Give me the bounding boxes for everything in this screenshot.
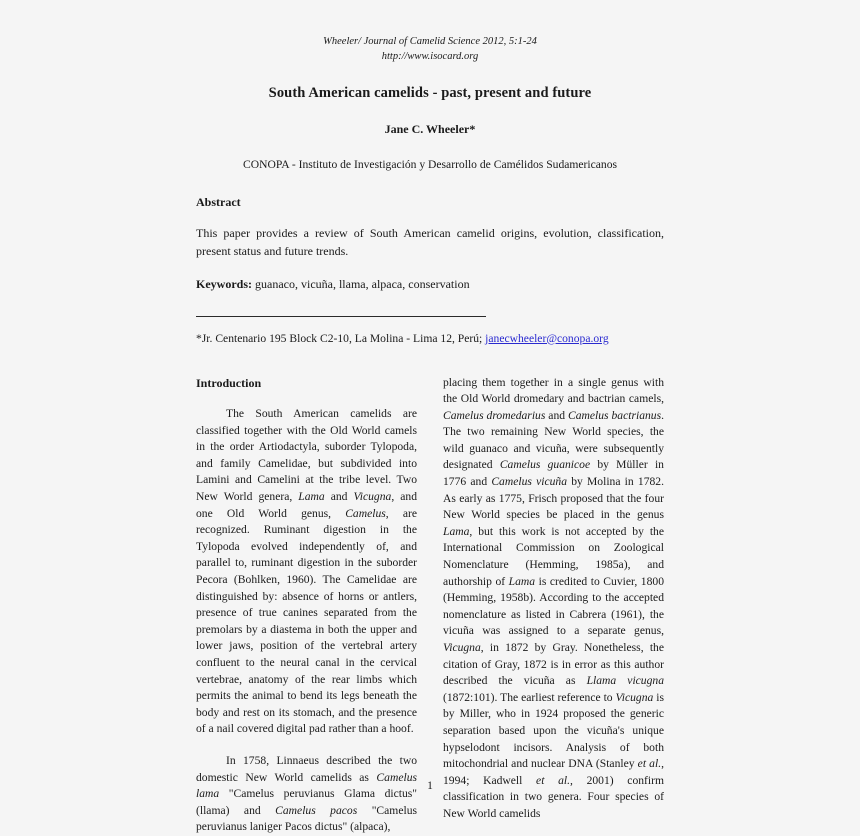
text-run: The South American camelids are classified together with the Old World camels in the order Artiodactyla, suborder Tylopoda, and family Camelidae, but subdivided into Lamini and Camelini at the tribe level. Two New World genera, bbox=[196, 407, 417, 504]
taxon-lama: Lama bbox=[298, 490, 325, 504]
abstract-body: This paper provides a review of South American camelid origins, evolution, classification, present status and future trends. bbox=[196, 226, 664, 258]
keywords-value: guanaco, vicuña, llama, alpaca, conservation bbox=[255, 277, 470, 291]
page-number: 1 bbox=[427, 780, 433, 792]
text-run: by Müller in 1776 and bbox=[443, 458, 664, 489]
taxon-camelus-guanicoe: Camelus guanicoe bbox=[499, 458, 591, 472]
journal-running-head bbox=[196, 34, 664, 64]
left-paragraph-2 bbox=[196, 753, 417, 836]
text-run: , but this work is not accepted by the International Commission on Zoological Nomenclature (Hemming, 1985a), and authorship of bbox=[443, 524, 664, 588]
abstract-heading: Abstract bbox=[196, 195, 241, 209]
footnote-email-link[interactable]: janecwheeler@conopa.org bbox=[485, 331, 609, 345]
taxon-lama: Lama bbox=[508, 574, 536, 588]
text-run: "Camelus peruvianus Glama dictus" (llama) and bbox=[196, 787, 417, 817]
taxon-vicugna: Vicugna bbox=[353, 490, 392, 504]
text-run: In 1758, Linnaeus described the two domestic New World camelids as bbox=[196, 753, 417, 784]
introduction-heading: Introduction bbox=[196, 375, 262, 390]
body-columns bbox=[196, 375, 664, 836]
page-title: South American camelids - past, present and future bbox=[268, 85, 592, 101]
text-run: 2001) confirm classification in two genera. Four species of New World camelids bbox=[443, 773, 665, 820]
taxon-lama: Lama bbox=[443, 524, 470, 538]
left-paragraph-1 bbox=[196, 406, 417, 738]
text-run: , 1994; Kadwell bbox=[443, 757, 664, 787]
keywords-line bbox=[196, 276, 664, 294]
text-run: , and one Old World genus, bbox=[196, 490, 417, 520]
journal-citation-line: Wheeler/ Journal of Camelid Science 2012, 5:1-24 bbox=[323, 36, 537, 47]
text-run: is by Miller, who in 1924 proposed the generic separation based upon the vicuña's unique hypselodont incisors. Analysis of both mitochondrial and nuclear DNA (Stanley bbox=[443, 690, 665, 771]
taxon-camelus-dromedarius: Camelus dromedarius bbox=[443, 408, 546, 422]
right-paragraph-1 bbox=[443, 375, 664, 823]
taxon-camelus-bactrianus: Camelus bactrianus bbox=[567, 408, 662, 422]
taxon-camelus-vicuna: Camelus vicuña bbox=[491, 475, 568, 489]
text-run: and bbox=[545, 408, 568, 422]
text-run: and bbox=[324, 490, 354, 504]
text-run: , in 1872 by Gray. Nonetheless, the citation of Gray, 1872 is in error as this author described the vicuña as bbox=[443, 641, 664, 688]
text-run: . The two remaining New World species, the wild guanaco and vicuña, were subsequently designated bbox=[443, 408, 665, 472]
text-run: (1872:101). The earliest reference to bbox=[443, 690, 616, 704]
left-column bbox=[196, 375, 417, 836]
right-column bbox=[443, 375, 664, 836]
text-run: placing them together in a single genus with the Old World dromedary and bactrian camels, bbox=[443, 375, 664, 406]
footnote-separator-rule bbox=[196, 316, 486, 317]
corresponding-author-footnote bbox=[196, 331, 664, 347]
taxon-camelus-lama: Camelus lama bbox=[196, 770, 417, 801]
text-run: , are recognized. Ruminant digestion in the Tylopoda evolved independently of, and parallel to, ruminant digestion in the suborder Pecora (Bohlken, 1960). The Camelidae are distinguished by: absence of horns or antlers, presence of true canines separated from the premolars by a diastema in both the upper and lower jaws, position of the vertebral artery confluent to the neural canal in the cervical vertebrae, anatomy of the rear limbs which permits the animal to bend its legs beneath the body and rest on its stomach, and the presence of a nail covered digital pad rather than a hoof. bbox=[196, 506, 417, 736]
journal-url: http://www.isocard.org bbox=[381, 51, 479, 62]
citation-et-al: et al. bbox=[637, 757, 662, 771]
text-run: is credited to Cuvier, 1800 (Hemming, 1958b). According to the accepted nomenclature as listed in Cabrera (1961), the vicuña was assigned to a separate genus, bbox=[443, 574, 664, 638]
taxon-vicugna: Vicugna bbox=[615, 690, 654, 704]
taxon-llama-vicugna: Llama vicugna bbox=[586, 674, 664, 688]
taxon-camelus: Camelus bbox=[345, 506, 386, 520]
author-name: Jane C. Wheeler* bbox=[384, 122, 476, 136]
keywords-label: Keywords: bbox=[196, 277, 252, 291]
citation-et-al: et al., bbox=[536, 773, 573, 787]
taxon-vicugna: Vicugna bbox=[443, 641, 481, 654]
footnote-address: *Jr. Centenario 195 Block C2-10, La Molina - Lima 12, Perú; bbox=[196, 331, 483, 345]
text-run: "Camelus peruvianus laniger Pacos dictus" (alpaca), bbox=[196, 803, 417, 834]
text-run: by Molina in 1782. As early as 1775, Frisch proposed that the four New World species be placed in the genus bbox=[443, 475, 664, 522]
taxon-camelus-pacos: Camelus pacos bbox=[275, 803, 358, 817]
author-affiliation: CONOPA - Instituto de Investigación y Desarrollo de Camélidos Sudamericanos bbox=[242, 158, 618, 171]
